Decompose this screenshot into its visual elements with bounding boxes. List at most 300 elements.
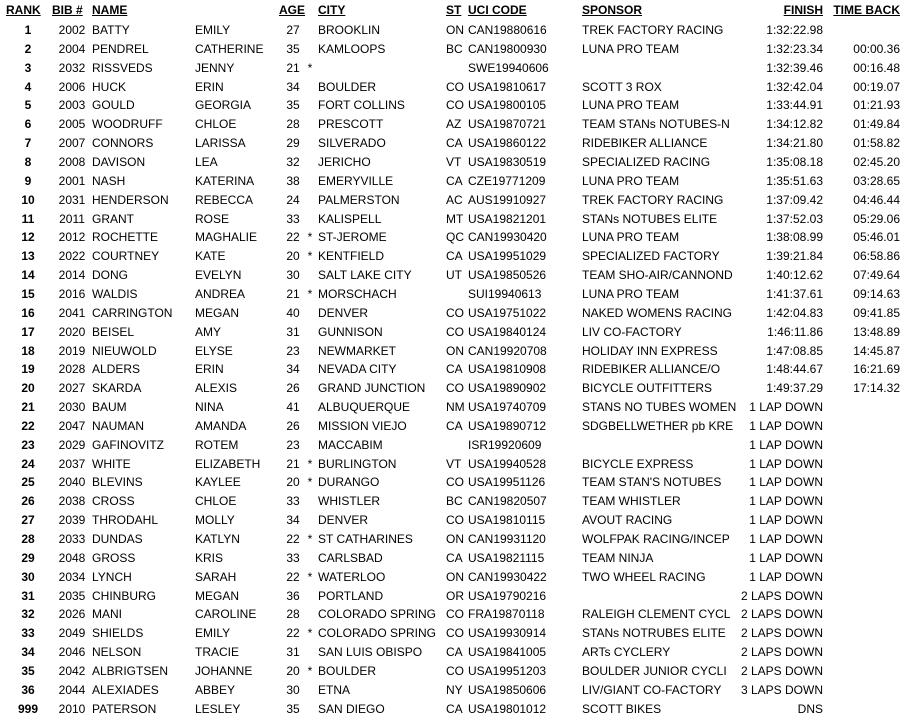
city-cell: PRESCOTT — [318, 117, 384, 132]
rank-cell: 34 — [21, 645, 35, 660]
time-back-cell: 07:49.64 — [853, 268, 900, 283]
junior-mark-cell: * — [307, 475, 313, 490]
age-cell: 22 — [286, 626, 300, 641]
city-cell: GRAND JUNCTION — [318, 381, 426, 396]
state-cell: CO — [446, 98, 464, 113]
time-back-cell: 01:21.93 — [853, 98, 900, 113]
last-name-cell: BAUM — [92, 400, 127, 414]
first-name-cell: CHLOE — [195, 494, 237, 509]
uci-code-cell: USA19951029 — [468, 249, 547, 264]
finish-cell: 1:34:21.80 — [766, 136, 823, 151]
time-back-cell — [828, 417, 900, 436]
sponsor-cell: TEAM WHISTLER — [582, 494, 681, 509]
rank-cell: 19 — [21, 362, 35, 377]
state-cell — [446, 436, 466, 455]
state-cell: VT — [446, 456, 462, 471]
time-back-cell: 09:14.63 — [853, 286, 900, 301]
finish-cell: 1:32:23.34 — [766, 41, 823, 56]
first-name-cell: MEGAN — [195, 305, 240, 320]
finish-cell: 1 LAP DOWN — [749, 550, 823, 565]
state-cell: NM — [446, 400, 465, 414]
junior-mark-cell — [305, 360, 315, 379]
bib-cell: 2041 — [58, 305, 86, 320]
age-cell: 21 — [286, 286, 300, 301]
bib-cell: 2027 — [58, 381, 86, 396]
last-name-cell: GRANT — [92, 211, 134, 226]
table-row — [0, 379, 921, 398]
sponsor-cell: SCOTT 3 ROX — [582, 79, 662, 94]
sponsor-cell: SPECIALIZED RACING — [582, 155, 711, 169]
junior-mark-cell: * — [307, 286, 313, 301]
age-cell: 28 — [286, 117, 300, 132]
last-name-cell: ALBRIGTSEN — [92, 663, 169, 678]
age-cell: 34 — [286, 513, 300, 528]
age-cell: 35 — [286, 98, 300, 113]
rank-cell: 17 — [21, 324, 35, 339]
table-row — [0, 323, 921, 342]
first-name-cell: CAROLINE — [195, 607, 257, 622]
rank-cell: 7 — [24, 136, 32, 151]
bib-cell: 2012 — [58, 230, 86, 245]
age-cell: 31 — [286, 645, 300, 660]
age-cell: 40 — [286, 305, 300, 320]
table-row — [0, 285, 921, 304]
bib-cell: 2039 — [58, 513, 86, 528]
uci-code-cell: USA19860122 — [468, 136, 547, 151]
uci-code-cell: USA19810617 — [468, 79, 547, 94]
finish-cell: 2 LAPS DOWN — [740, 645, 823, 660]
state-cell: CO — [446, 381, 464, 396]
age-cell: 22 — [286, 532, 300, 546]
junior-mark-cell — [305, 417, 315, 436]
finish-cell: 1 LAP DOWN — [749, 494, 823, 509]
uci-code-cell: USA19890712 — [468, 418, 547, 433]
rank-cell: 999 — [17, 701, 39, 716]
table-row — [0, 304, 921, 323]
finish-cell: DNS — [797, 701, 823, 716]
first-name-cell: JOHANNE — [195, 663, 253, 678]
table-row — [0, 511, 921, 530]
last-name-cell: GOULD — [92, 98, 135, 113]
age-cell: 33 — [286, 550, 300, 565]
state-cell — [446, 59, 466, 78]
age-cell: 32 — [286, 155, 300, 169]
rank-cell: 15 — [21, 286, 35, 301]
state-cell: OR — [446, 588, 464, 603]
time-back-cell — [828, 492, 900, 511]
city-cell: COLORADO SPRING — [318, 607, 437, 622]
bib-cell: 2008 — [58, 155, 86, 169]
last-name-cell: CHINBURG — [92, 588, 157, 603]
first-name-cell: ELIZABETH — [195, 456, 261, 471]
time-back-cell: 02:45.20 — [853, 155, 900, 169]
sponsor-cell: BICYCLE EXPRESS — [582, 456, 694, 471]
junior-mark-cell — [305, 605, 315, 624]
finish-cell: 1 LAP DOWN — [749, 569, 823, 584]
sponsor-cell: LIV CO-FACTORY — [582, 324, 682, 339]
table-row — [0, 700, 921, 719]
age-cell: 21 — [286, 60, 300, 75]
junior-mark-cell — [305, 398, 315, 417]
junior-mark-cell — [305, 115, 315, 134]
rank-cell: 2 — [24, 41, 32, 56]
age-cell: 20 — [286, 663, 300, 678]
first-name-cell: REBECCA — [195, 192, 254, 207]
rank-cell: 12 — [21, 230, 35, 245]
time-back-cell — [828, 21, 900, 40]
bib-cell: 2028 — [58, 362, 86, 377]
bib-cell: 2037 — [58, 456, 86, 471]
bib-cell: 2019 — [58, 343, 86, 358]
junior-mark-cell: * — [307, 456, 313, 471]
sponsor-cell: STANs NOTRUBES ELITE — [582, 626, 726, 641]
table-row — [0, 587, 921, 606]
city-cell: NEVADA CITY — [318, 362, 397, 377]
age-cell: 21 — [286, 456, 300, 471]
bib-cell: 2010 — [58, 701, 86, 716]
first-name-cell: AMY — [195, 324, 222, 339]
finish-cell: 1 LAP DOWN — [749, 437, 823, 452]
bib-cell: 2032 — [58, 60, 86, 75]
sponsor-cell: RALEIGH CLEMENT CYCL — [582, 607, 731, 622]
table-row — [0, 492, 921, 511]
junior-mark-cell — [305, 549, 315, 568]
rank-cell: 10 — [21, 192, 35, 207]
header-city: CITY — [318, 3, 346, 17]
time-back-cell — [828, 681, 900, 700]
city-cell: NEWMARKET — [318, 343, 396, 358]
junior-mark-cell: * — [307, 60, 313, 75]
finish-cell: 1 LAP DOWN — [749, 532, 823, 546]
junior-mark-cell: * — [307, 532, 313, 546]
last-name-cell: CROSS — [92, 494, 135, 509]
rank-cell: 23 — [21, 437, 35, 452]
uci-code-cell: AUS19910927 — [468, 192, 547, 207]
city-cell: MISSION VIEJO — [318, 418, 407, 433]
first-name-cell: AMANDA — [195, 418, 247, 433]
sponsor-cell: HOLIDAY INN EXPRESS — [582, 343, 718, 358]
uci-code-cell: USA19790216 — [468, 588, 547, 603]
uci-code-cell: CAN19930422 — [468, 569, 547, 584]
rank-cell: 21 — [21, 400, 35, 414]
sponsor-cell: LUNA PRO TEAM — [582, 230, 680, 245]
bib-cell: 2035 — [58, 588, 86, 603]
city-cell: MACCABIM — [318, 437, 383, 452]
last-name-cell: PATERSON — [92, 701, 157, 716]
table-row — [0, 266, 921, 285]
sponsor-cell: TEAM SHO-AIR/CANNOND — [582, 268, 733, 283]
junior-mark-cell: * — [307, 230, 313, 245]
city-cell: WATERLOO — [318, 569, 386, 584]
table-row — [0, 360, 921, 379]
table-row — [0, 96, 921, 115]
sponsor-cell: TEAM STANs NOTUBES-N — [582, 117, 730, 132]
city-cell: DURANGO — [318, 475, 380, 490]
first-name-cell: ALEXIS — [195, 381, 238, 396]
last-name-cell: WHITE — [92, 456, 131, 471]
table-row — [0, 398, 921, 417]
rank-cell: 1 — [24, 23, 32, 37]
sponsor-cell: NAKED WOMENS RACING — [582, 305, 733, 320]
age-cell: 34 — [286, 362, 300, 377]
first-name-cell: CHLOE — [195, 117, 237, 132]
state-cell — [446, 285, 466, 304]
rank-cell: 31 — [21, 588, 35, 603]
last-name-cell: NASH — [92, 173, 126, 188]
state-cell: CA — [446, 136, 463, 151]
uci-code-cell: USA19951126 — [468, 475, 546, 490]
first-name-cell: LEA — [195, 155, 218, 169]
last-name-cell: WALDIS — [92, 286, 138, 301]
junior-mark-cell — [305, 304, 315, 323]
last-name-cell: SHIELDS — [92, 626, 144, 641]
age-cell: 38 — [286, 173, 300, 188]
first-name-cell: MAGHALIE — [195, 230, 258, 245]
last-name-cell: ALDERS — [92, 362, 141, 377]
time-back-cell — [828, 662, 900, 681]
uci-code-cell: USA19850526 — [468, 268, 547, 283]
junior-mark-cell — [305, 266, 315, 285]
bib-cell: 2014 — [58, 268, 86, 283]
rank-cell: 11 — [21, 211, 35, 226]
city-cell: CARLSBAD — [318, 550, 383, 565]
junior-mark-cell — [305, 21, 315, 40]
age-cell: 36 — [286, 588, 300, 603]
bib-cell: 2033 — [58, 532, 86, 546]
uci-code-cell: CAN19930420 — [468, 230, 547, 245]
time-back-cell: 04:46.44 — [853, 192, 900, 207]
uci-code-cell: USA19810908 — [468, 362, 547, 377]
junior-mark-cell — [305, 210, 315, 229]
city-cell: ST-JEROME — [318, 230, 387, 245]
finish-cell: 1:32:22.98 — [766, 23, 823, 37]
city-cell: DENVER — [318, 513, 369, 528]
city-cell: DENVER — [318, 305, 369, 320]
first-name-cell: ERIN — [195, 79, 224, 94]
city-cell: KALISPELL — [318, 211, 382, 226]
uci-code-cell: USA19841005 — [468, 645, 547, 660]
uci-code-cell: USA19751022 — [468, 305, 547, 320]
finish-cell: 1:41:37.61 — [766, 286, 823, 301]
uci-code-cell: SWE19940606 — [468, 60, 549, 75]
time-back-cell: 09:41.85 — [853, 305, 900, 320]
finish-cell: 1 LAP DOWN — [749, 513, 823, 528]
uci-code-cell: USA19800105 — [468, 98, 547, 113]
sponsor-cell: RIDEBIKER ALLIANCE — [582, 136, 708, 151]
junior-mark-cell: * — [307, 249, 313, 264]
age-cell: 23 — [286, 343, 300, 358]
sponsor-cell: ARTs CYCLERY — [582, 645, 671, 660]
uci-code-cell: USA19870721 — [468, 117, 547, 132]
header-st: ST — [446, 3, 462, 17]
age-cell: 29 — [286, 136, 300, 151]
time-back-cell: 05:46.01 — [853, 230, 900, 245]
sponsor-cell: STANS NO TUBES WOMEN — [582, 400, 737, 414]
last-name-cell: DONG — [92, 268, 128, 283]
sponsor-cell: AVOUT RACING — [582, 513, 673, 528]
last-name-cell: HENDERSON — [92, 192, 169, 207]
rank-cell: 16 — [21, 305, 35, 320]
rank-cell: 26 — [21, 494, 35, 509]
sponsor-cell: BOULDER JUNIOR CYCLI — [582, 663, 727, 678]
time-back-cell: 16:21.69 — [853, 362, 900, 377]
table-row — [0, 624, 921, 643]
table-row — [0, 455, 921, 474]
first-name-cell: KRIS — [195, 550, 224, 565]
junior-mark-cell: * — [307, 663, 313, 678]
uci-code-cell: USA19821115 — [468, 550, 545, 565]
header-uci-code: UCI CODE — [468, 3, 527, 17]
table-row — [0, 228, 921, 247]
finish-cell: 1 LAP DOWN — [749, 456, 823, 471]
sponsor-cell: STANs NOTUBES ELITE — [582, 211, 718, 226]
age-cell: 35 — [286, 41, 300, 56]
time-back-cell — [828, 511, 900, 530]
header-sponsor: SPONSOR — [582, 3, 643, 17]
last-name-cell: DAVISON — [92, 155, 146, 169]
city-cell: COLORADO SPRING — [318, 626, 437, 641]
state-cell: VT — [446, 155, 462, 169]
header-bib: BIB # — [52, 3, 83, 17]
age-cell: 31 — [286, 324, 300, 339]
junior-mark-cell — [305, 134, 315, 153]
city-cell: BURLINGTON — [318, 456, 397, 471]
age-cell: 26 — [286, 381, 300, 396]
sponsor-cell: SDGBELLWETHER pb KRE — [582, 418, 734, 433]
sponsor-cell: TEAM STAN'S NOTUBES — [582, 475, 722, 490]
city-cell: ALBUQUERQUE — [318, 400, 411, 414]
last-name-cell: PENDREL — [92, 41, 149, 56]
finish-cell: 1:33:44.91 — [766, 98, 823, 113]
state-cell: QC — [446, 230, 464, 245]
finish-cell: 1:34:12.82 — [766, 117, 823, 132]
time-back-cell — [828, 549, 900, 568]
time-back-cell: 13:48.89 — [853, 324, 900, 339]
age-cell: 27 — [286, 23, 300, 37]
time-back-cell — [828, 624, 900, 643]
sponsor-cell: LUNA PRO TEAM — [582, 173, 680, 188]
age-cell: 22 — [286, 569, 300, 584]
table-row — [0, 247, 921, 266]
bib-cell: 2048 — [58, 550, 86, 565]
state-cell: CO — [446, 79, 464, 94]
time-back-cell: 03:28.65 — [853, 173, 900, 188]
bib-cell: 2046 — [58, 645, 86, 660]
state-cell: AZ — [446, 117, 462, 132]
rank-cell: 14 — [21, 268, 35, 283]
finish-cell: 1:38:08.99 — [766, 230, 823, 245]
bib-cell: 2049 — [58, 626, 86, 641]
table-row — [0, 342, 921, 361]
first-name-cell: ROSE — [195, 211, 230, 226]
bib-cell: 2031 — [58, 192, 86, 207]
finish-cell: 2 LAPS DOWN — [740, 588, 823, 603]
bib-cell: 2029 — [58, 437, 86, 452]
time-back-cell — [828, 530, 900, 549]
rank-cell: 28 — [21, 532, 35, 546]
uci-code-cell: USA19940528 — [468, 456, 547, 471]
city-cell: BOULDER — [318, 663, 377, 678]
state-cell: CO — [446, 607, 464, 622]
city-cell: KENTFIELD — [318, 249, 385, 264]
sponsor-cell: LIV/GIANT CO-FACTORY — [582, 682, 722, 697]
uci-code-cell: USA19930914 — [468, 626, 547, 641]
state-cell: CO — [446, 626, 464, 641]
city-cell: ETNA — [318, 682, 351, 697]
time-back-cell — [828, 436, 900, 455]
city-cell: GUNNISON — [318, 324, 383, 339]
uci-code-cell: CAN19880616 — [468, 23, 547, 37]
finish-cell: 1 LAP DOWN — [749, 400, 823, 414]
bib-cell: 2002 — [58, 23, 86, 37]
last-name-cell: NELSON — [92, 645, 142, 660]
first-name-cell: KATE — [195, 249, 226, 264]
first-name-cell: GEORGIA — [195, 98, 252, 113]
uci-code-cell: ISR19920609 — [468, 437, 542, 452]
finish-cell: 2 LAPS DOWN — [740, 607, 823, 622]
city-cell: MORSCHACH — [318, 286, 397, 301]
state-cell: CA — [446, 418, 463, 433]
time-back-cell: 01:58.82 — [853, 136, 900, 151]
last-name-cell: SKARDA — [92, 381, 142, 396]
uci-code-cell: USA19850606 — [468, 682, 547, 697]
state-cell: ON — [446, 23, 464, 37]
first-name-cell: SARAH — [195, 569, 237, 584]
table-row — [0, 191, 921, 210]
table-row — [0, 681, 921, 700]
state-cell: CA — [446, 645, 463, 660]
city-cell: FORT COLLINS — [318, 98, 405, 113]
last-name-cell: MANI — [92, 607, 122, 622]
table-row — [0, 40, 921, 59]
first-name-cell: EMILY — [195, 626, 231, 641]
junior-mark-cell — [305, 643, 315, 662]
first-name-cell: MEGAN — [195, 588, 240, 603]
age-cell: 26 — [286, 418, 300, 433]
state-cell: BC — [446, 494, 463, 509]
junior-mark-cell — [305, 379, 315, 398]
header-row — [0, 1, 921, 20]
state-cell: ON — [446, 569, 464, 584]
last-name-cell: LYNCH — [92, 569, 132, 584]
sponsor-cell: TWO WHEEL RACING — [582, 569, 706, 584]
uci-code-cell: CAN19820507 — [468, 494, 547, 509]
finish-cell: 1 LAP DOWN — [749, 475, 823, 490]
uci-code-cell: USA19801012 — [468, 701, 547, 716]
junior-mark-cell — [305, 96, 315, 115]
finish-cell: 1:40:12.62 — [766, 268, 823, 283]
junior-mark-cell — [305, 172, 315, 191]
header-finish: FINISH — [783, 3, 823, 17]
finish-cell: 1:39:21.84 — [766, 249, 823, 264]
last-name-cell: DUNDAS — [92, 532, 143, 546]
sponsor-cell: SPECIALIZED FACTORY — [582, 249, 720, 264]
finish-cell: 2 LAPS DOWN — [740, 663, 823, 678]
rank-cell: 8 — [24, 155, 32, 169]
state-cell: CA — [446, 362, 463, 377]
uci-code-cell: CAN19931120 — [468, 532, 546, 546]
uci-code-cell: CAN19920708 — [468, 343, 547, 358]
state-cell: ON — [446, 343, 464, 358]
bib-cell: 2016 — [58, 286, 86, 301]
table-row — [0, 473, 921, 492]
junior-mark-cell — [305, 587, 315, 606]
uci-code-cell: USA19810115 — [468, 513, 546, 528]
last-name-cell: ALEXIADES — [92, 682, 159, 697]
age-cell: 28 — [286, 607, 300, 622]
rank-cell: 29 — [21, 550, 35, 565]
uci-code-cell: USA19821201 — [468, 211, 547, 226]
